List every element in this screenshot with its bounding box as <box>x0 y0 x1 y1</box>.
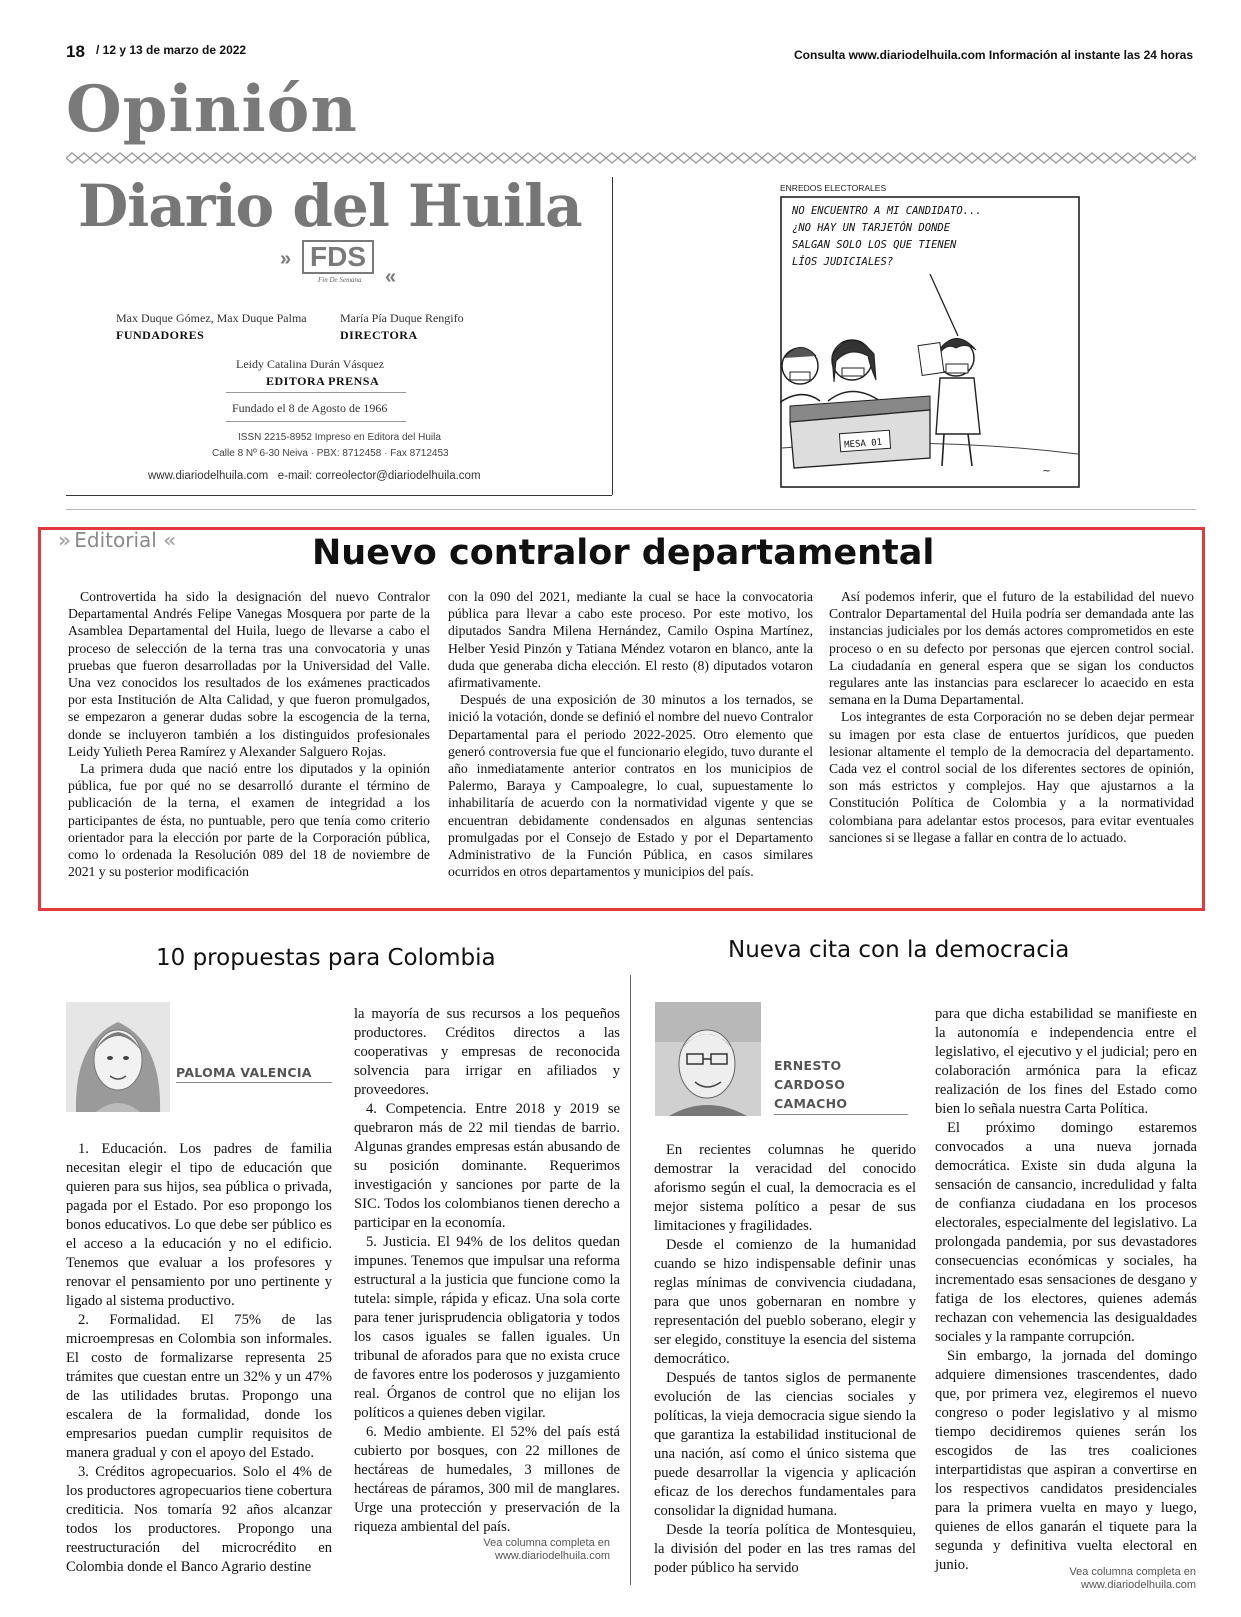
editorial-column-1 <box>68 588 430 880</box>
page-rule <box>66 509 1196 510</box>
author-photo-paloma <box>66 1002 170 1112</box>
divider-line <box>226 421 406 422</box>
author-name-right <box>774 1056 847 1113</box>
paragraph: 5. Justicia. El 94% de los delitos quedan impunes. Tenemos que impulsar una reforma estructural a la justicia que funcione como la tutela: simple, rápida y eficaz. Una sola corte para tener jurisprudencia obligatoria y todos los casos iguales se fallen iguales. Un tribunal de aforados para que no exista cruce de favores entre los poderosos y juzgamiento real. Órganos de control que no elijan los políticos a quienes deben vigilar. <box>354 1234 620 1421</box>
paragraph: 1. Educación. Los padres de familia necesitan elegir el tipo de educación que quieren para sus hijos, sea pública o privada, pagada por el Estado. Por eso propongo los bonos educativos. Lo que debe ser público es el acceso a la educación y no el edificio. Tenemos que evaluar a los profesores y renovar el pensamiento por uno pertinente y ligado al sistema productivo. <box>66 1141 332 1309</box>
editorial-column-3 <box>829 588 1194 846</box>
paragraph: 3. Créditos agropecuarios. Solo el 4% de los productores agropecuarios tiene cobertura crediticia. Nos tomaría 92 años alcanzar todos los productores. Propongo una reestructuración del microcrédito en Colombia donde el Banco Agrario destine <box>66 1464 332 1575</box>
paragraph: En recientes columnas he querido demostrar la veracidad del conocido aforismo según el cual, la democracia es el mejor sistema político a pesar de sus limitaciones y fragilidades. <box>654 1142 916 1234</box>
author-rule <box>774 1114 908 1115</box>
chevrons-right-icon: » <box>280 248 292 270</box>
founders-names: Max Duque Gómez, Max Duque Palma <box>116 311 307 325</box>
right-column-text-1 <box>654 1141 916 1578</box>
paragraph: 2. Formalidad. El 75% de las microempresas en Colombia son informales. El costo de formalizarse representa 25 trámites que cuestan entre un 32% y un 47% de las utilidades brutas. Propongo una escalera de la formalidad, donde los empresarios puedan cumplir requisitos de manera gradual y con el apoyo del Estado. <box>66 1312 332 1461</box>
masthead-divider <box>612 177 613 495</box>
column-divider <box>630 975 631 1585</box>
read-more-link-right[interactable] <box>1006 1566 1196 1592</box>
author-name-left: PALOMA VALENCIA <box>176 1065 312 1080</box>
paragraph: El próximo domingo estaremos convocados a una nueva jornada democrática. Existe sin duda alguna la sensación de cansancio, incredulidad y falta de confianza ciudadana en los procesos electorales, especialmente del legislativo. La prolongada pandemia, por sus devastadores consecuencias económicas y sociales, ha incrementado esas sensaciones de desgano y fatiga de los electores, quienes además rechazan con vehemencia las desigualdades sociales y la rampante corrupción. <box>935 1120 1197 1345</box>
page-number: 18 <box>66 42 85 61</box>
column-headline-right: Nueva cita con la democracia <box>728 937 1070 963</box>
read-more-text: Vea columna completa en <box>1069 1566 1196 1578</box>
editor-name: Leidy Catalina Durán Vásquez <box>236 357 385 371</box>
right-column-text-2 <box>935 1005 1197 1575</box>
read-more-text: Vea columna completa en <box>483 1537 610 1549</box>
paragraph: 4. Competencia. Entre 2018 y 2019 se quebraron más de 22 mil tiendas de barrio. Algunas grandes empresas están abusando de su posición dominante. Requerimos investigación y sanciones por parte de la SIC. Todos los colombianos tienen derecho a participar en la economía. <box>354 1101 620 1231</box>
author-name-line: CAMACHO <box>774 1096 848 1111</box>
zigzag-divider <box>66 152 1196 164</box>
paragraph: Desde el comienzo de la humanidad cuando se hizo indispensable definir unas reglas mínimas de convivencia ciudadana, para que unos gobernaran en nombre y representación del pueblo soberano, elegir y ser elegido, constituye la esencia del sistema democrático. <box>654 1237 916 1367</box>
left-column-text-2 <box>354 1005 620 1537</box>
section-title: Opinión <box>66 72 358 147</box>
paragraph: Controvertida ha sido la designación del nuevo Contralor Departamental Andrés Felipe Vanegas Mosquera por parte de la Asamblea Departamental del Huila, luego de llevarse a cabo el proceso de selección de la terna tras una convocatoria y unas pruebas que fueron desarrolladas por la Universidad del Valle. Una vez conocidos los resultados de los exámenes practicados por esta Institución de Alta Calidad, y que fueron promulgados, se empezaron a generar dudas sobre la escogencia de la terna, donde se incluyeron también a los distinguidos profesionales Leidy Yulieth Perea Ramírez y Alexander Salguero Rojas. <box>68 589 430 759</box>
read-more-url[interactable]: www.diariodelhuila.com <box>495 1550 610 1562</box>
issue-date: / 12 y 13 de marzo de 2022 <box>96 43 247 57</box>
column-headline-left: 10 propuestas para Colombia <box>156 945 496 971</box>
editorial-label <box>58 528 173 552</box>
paragraph: Después de una exposición de 30 minutos a los ternados, se inició la votación, donde se definió el nombre del nuevo Contralor Departamental para el periodo 2022-2025. Otro elemento que generó controversia fue que el funcionario elegido, tuvo durante el año inmediatamente anterior contratos en los municipios de Palermo, Baraya y Campoalegre, lo cual, supuestamente lo inhabilitaría de acuerdo con la normatividad vigente y que se encuentran debidamente condensados en algunas sentencias promulgadas por el Consejo de Estado y por el Departamento Administrativo de la Función Pública, en casos similares ocurridos en otros departamentos y municipios del país. <box>448 692 813 880</box>
editorial-label-text: Editorial <box>74 528 157 552</box>
website-tagline: Consulta www.diariodelhuila.com Información al instante las 24 horas <box>794 48 1193 62</box>
speech-line-2: ¿NO HAY UN TARJETÓN DONDE <box>792 222 951 234</box>
paragraph: 6. Medio ambiente. El 52% del país está cubierto por bosques, con 22 millones de hectáreas de humedales, 3 millones de hectáreas de páramos, 300 mil de manglares. Urge una protección y preservación de la riqueza ambiental del país. <box>354 1424 620 1535</box>
paragraph: Sin embargo, la jornada del domingo adquiere dimensiones trascendentes, dado que, por primera vez, elegiremos el nuevo congreso o poder legislativo y al mismo tiempo decidiremos quienes serán los escogidos de las tres coaliciones interpartidistas que aspiran a convertirse en los respectivos candidatos presidenciales para la primera vuelta en mayo y luego, quienes de ellos ganarán el tiquete para la segunda y definitiva vuelta electoral en junio. <box>935 1348 1197 1573</box>
paragraph: Así podemos inferir, que el futuro de la estabilidad del nuevo Contralor Departamental del Huila podría ser demandada ante las instancias judiciales por los demás actores comprometidos en este proceso o en su defecto por personas que ejercen control social. La ciudadanía en general espera que se sigan los conductos regulares ante las instancias para esclarecer lo acaecido en esta semana en la Duma Departamental. <box>829 589 1194 708</box>
chevrons-right-icon: » <box>58 528 68 552</box>
author-photo-ernesto <box>655 1002 761 1116</box>
paragraph: para que dicha estabilidad se manifieste en la autonomía e independencia entre el legislativo, el ejecutivo y el judicial; pero en colaboración armónica para la eficaz realización de los fines del Estado como bien lo señala nuestra Carta Política. <box>935 1006 1197 1117</box>
founders-role: FUNDADORES <box>116 328 205 342</box>
author-name-line: ERNESTO <box>774 1058 842 1073</box>
editorial-cartoon <box>780 196 1080 488</box>
editorial-column-2 <box>448 588 813 880</box>
table-sign: MESA 01 <box>843 437 883 451</box>
speech-line-3: SALGAN SOLO LOS QUE TIENEN <box>792 239 957 251</box>
svg-text:~: ~ <box>1042 464 1052 477</box>
paragraph: Los integrantes de esta Corporación no se deben dejar permear su imagen por esta clase de entuertos jurídicos, que pueden lesionar altamente el templo de la democracia del departamento. Cada vez el control social de los diferentes sectores de opinión, son más estrictos y complejos. Hay que ajustarnos a la Constitución Política de Colombia y a la normatividad colombiana para adelantar estos procesos, para evitar eventuales sanciones si se llegase a fallar en contra de lo actuado. <box>829 709 1194 845</box>
cartoon-caption: ENREDOS ELECTORALES <box>780 183 887 193</box>
chevrons-left-icon: « <box>163 528 174 552</box>
speech-line-1: NO ENCUENTRO A MI CANDIDATO... <box>792 205 982 217</box>
fds-subtitle: Fin De Semana <box>318 276 362 284</box>
director-name: María Pía Duque Rengifo <box>340 311 464 325</box>
masthead-bottom-rule <box>66 495 612 496</box>
director-role: DIRECTORA <box>340 328 418 342</box>
author-name-line: CARDOSO <box>774 1077 846 1092</box>
read-more-link-left[interactable] <box>420 1537 610 1563</box>
chevrons-left-icon: « <box>385 266 397 288</box>
fds-badge: FDS <box>302 240 374 274</box>
founded-date: Fundado el 8 de Agosto de 1966 <box>232 401 388 415</box>
paragraph: con la 090 del 2021, mediante la cual se hace la convocatoria pública para llevar a cabo este proceso. Por este motivo, los diputados Sandra Milena Hernández, Camilo Ospina Martínez, Helber Yesid Pinzón y Tatiana Méndez votaron en blanco, ante la duda que generaba dicha elección. El resto (8) diputados votaron afirmativamente. <box>448 589 813 691</box>
issn-line: ISSN 2215-8952 Impreso en Editora del Huila <box>238 432 441 443</box>
left-column-text-1 <box>66 1140 332 1577</box>
read-more-url[interactable]: www.diariodelhuila.com <box>1081 1579 1196 1591</box>
newspaper-logo: Diario del Huila <box>78 172 582 240</box>
paragraph: La primera duda que nació entre los diputados y la opinión pública, fue por qué no se desarrolló durante el término de publicación de la terna, el examen de integridad a los participantes de ésta, no puntuable, pero que tenía como criterio orientador para la elección por parte de la Corporación pública, como lo ordenada la Resolución 089 del 18 de noviembre de 2021 y su posterior modificación <box>68 761 430 880</box>
author-rule <box>176 1082 332 1083</box>
editor-role: EDITORA PRENSA <box>266 374 380 388</box>
paragraph: Después de tantos siglos de permanente evolución de las ciencias sociales y políticas, la vieja democracia sigue siendo la que garantiza la estabilidad institucional de una nación, así como el único sistema que puede desarrollar la vigencia y aplicación eficaz de los derechos fundamentales para consolidar la dignidad humana. <box>654 1370 916 1519</box>
paragraph: Desde la teoría política de Montesquieu, la división del poder en las tres ramas del poder público ha servido <box>654 1522 916 1576</box>
speech-line-4: LÍOS JUDICIALES? <box>792 256 894 268</box>
contact-line: www.diariodelhuila.com e-mail: correolector@diariodelhuila.com <box>148 470 481 482</box>
paragraph: la mayoría de sus recursos a los pequeños productores. Créditos directos a las cooperativas y empresas de reconocida solvencia para irrigar en afiliados y proveedores. <box>354 1006 620 1098</box>
editorial-headline: Nuevo contralor departamental <box>312 533 935 573</box>
divider-line <box>226 392 406 393</box>
address-line: Calle 8 Nº 6-30 Neiva · PBX: 8712458 · Fax 8712453 <box>212 448 449 459</box>
